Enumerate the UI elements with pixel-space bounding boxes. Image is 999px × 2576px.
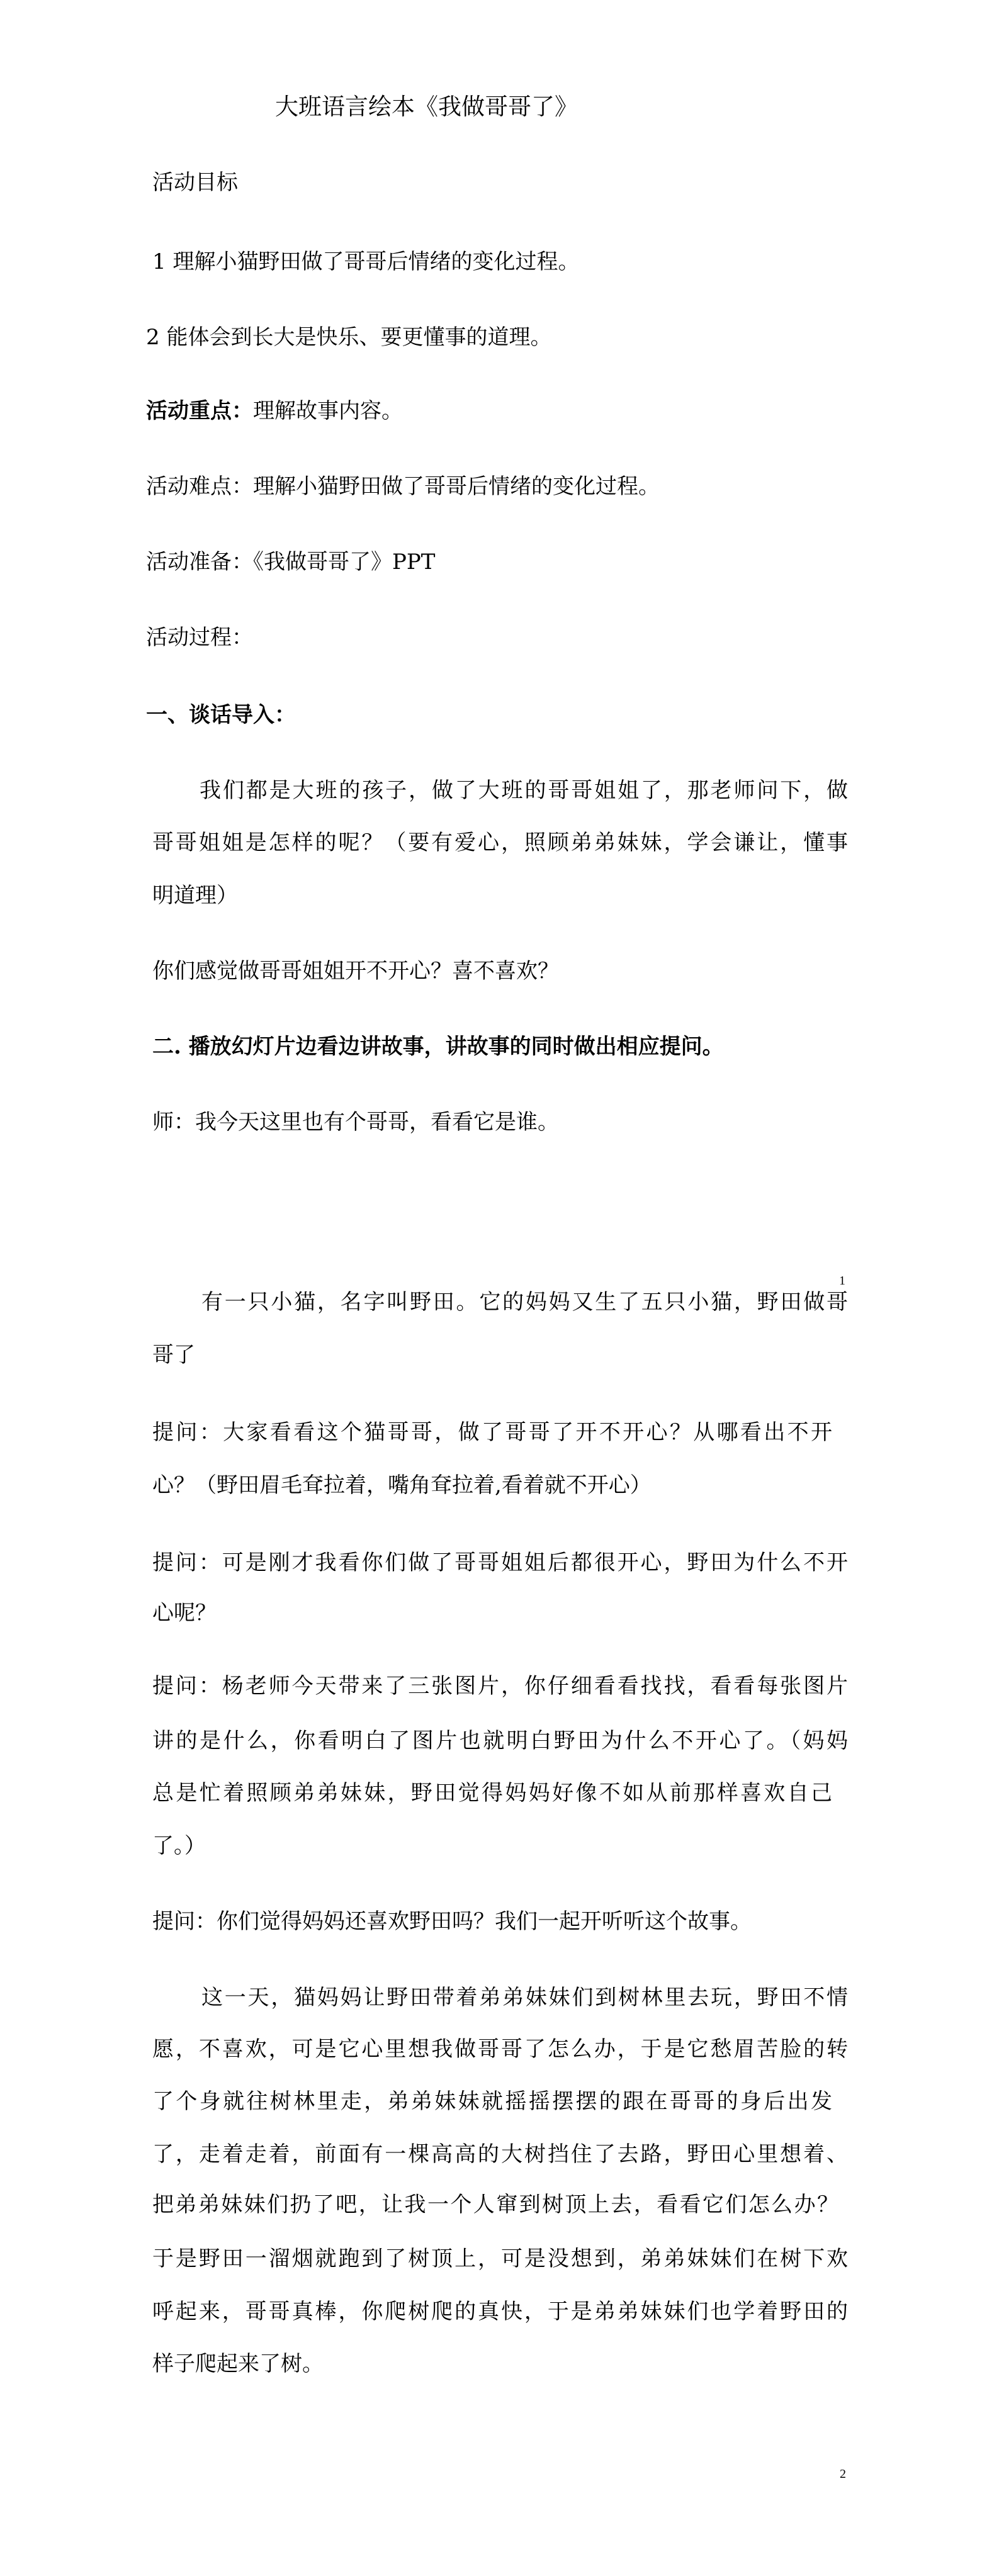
objectives-heading: 活动目标 bbox=[152, 170, 238, 195]
section-1-line-3: 明道理） bbox=[152, 883, 238, 908]
teacher-line: 师：我今天这里也有个哥哥，看看它是谁。 bbox=[152, 1110, 559, 1135]
story-q3-line-2: 讲的是什么，你看明白了图片也就明白野田为什么不开心了。（妈妈 bbox=[152, 1728, 848, 1753]
objective-1: 1 理解小猫野田做了哥哥后情绪的变化过程。 bbox=[152, 249, 580, 274]
story-q3-line-3: 总是忙着照顾弟弟妹妹，野田觉得妈妈好像不如从前那样喜欢自己 bbox=[152, 1780, 832, 1806]
preparation-text: 《我做哥哥了》PPT bbox=[253, 549, 436, 575]
story-q3-line-1: 提问：杨老师今天带来了三张图片，你仔细看看找找，看看每张图片 bbox=[152, 1673, 848, 1699]
story-p2-line-6: 于是野田一溜烟就跑到了树顶上，可是没想到，弟弟妹妹们在树下欢 bbox=[152, 2246, 848, 2271]
section-1-line-2: 哥哥姐姐是怎样的呢？（要有爱心，照顾弟弟妹妹，学会谦让，懂事 bbox=[152, 830, 848, 855]
story-p2-line-7: 呼起来，哥哥真棒，你爬树爬的真快，于是弟弟妹妹们也学着野田的 bbox=[152, 2299, 848, 2324]
story-p2-line-4: 了，走着走着，前面有一棵高高的大树挡住了去路，野田心里想着、 bbox=[152, 2142, 848, 2167]
story-q3-line-4: 了。） bbox=[152, 1833, 206, 1859]
story-p2-line-2: 愿，不喜欢，可是它心里想我做哥哥了怎么办，于是它愁眉苦脸的转 bbox=[152, 2037, 848, 2062]
story-p2-line-8: 样子爬起来了树。 bbox=[152, 2351, 324, 2376]
story-q1-line-2: 心？（野田眉毛耷拉着，嘴角耷拉着,看着就不开心） bbox=[152, 1473, 652, 1498]
page-number-2: 2 bbox=[840, 2467, 846, 2481]
process-heading: 活动过程： bbox=[146, 625, 253, 650]
story-p1-line-2: 哥了 bbox=[152, 1342, 195, 1368]
page-number-1: 1 bbox=[839, 1274, 845, 1288]
key-point bbox=[146, 398, 403, 424]
difficulty-text: 理解小猫野田做了哥哥后情绪的变化过程。 bbox=[253, 474, 660, 499]
section-2-heading: 二. 播放幻灯片边看边讲故事，讲故事的同时做出相应提问。 bbox=[152, 1034, 724, 1059]
preparation bbox=[146, 549, 435, 575]
key-point-label: 活动重点： bbox=[146, 398, 253, 424]
story-p2-line-1: 这一天，猫妈妈让野田带着弟弟妹妹们到树林里去玩，野田不情 bbox=[201, 1985, 848, 2010]
section-1-heading: 一、谈话导入： bbox=[146, 702, 296, 728]
story-p2-line-3: 了个身就往树林里走，弟弟妹妹就摇摇摆摆的跟在哥哥的身后出发 bbox=[152, 2089, 832, 2114]
story-q2-line-1: 提问：可是刚才我看你们做了哥哥姐姐后都很开心，野田为什么不开 bbox=[152, 1550, 848, 1575]
section-1-line-1: 我们都是大班的孩子，做了大班的哥哥姐姐了，那老师问下，做 bbox=[200, 778, 848, 803]
story-q1-line-1: 提问：大家看看这个猫哥哥，做了哥哥了开不开心？从哪看出不开 bbox=[152, 1420, 832, 1445]
difficulty-label: 活动难点： bbox=[146, 474, 253, 499]
difficulty bbox=[146, 474, 660, 499]
story-q4: 提问：你们觉得妈妈还喜欢野田吗？我们一起开听听这个故事。 bbox=[152, 1909, 752, 1934]
story-q2-line-2: 心呢？ bbox=[152, 1600, 217, 1626]
preparation-label: 活动准备： bbox=[146, 549, 253, 575]
document-title: 大班语言绘本《我做哥哥了》 bbox=[275, 93, 578, 120]
objective-2: 2 能体会到长大是快乐、要更懂事的道理。 bbox=[146, 325, 552, 350]
story-p1-line-1: 有一只小猫，名字叫野田。它的妈妈又生了五只小猫，野田做哥 bbox=[201, 1290, 848, 1315]
section-1-question: 你们感觉做哥哥姐姐开不开心？喜不喜欢？ bbox=[152, 959, 559, 984]
key-point-text: 理解故事内容。 bbox=[253, 398, 403, 424]
story-p2-line-5: 把弟弟妹妹们扔了吧，让我一个人窜到树顶上去，看看它们怎么办？ bbox=[152, 2192, 838, 2217]
